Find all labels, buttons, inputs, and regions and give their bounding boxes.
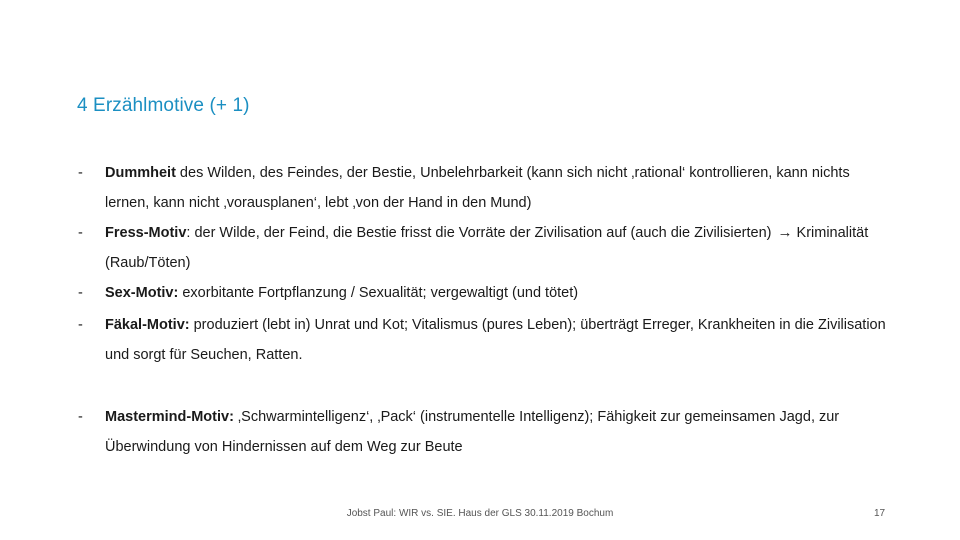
page-number: 17: [874, 508, 886, 519]
bullet-dash: -: [78, 317, 83, 333]
bullet-term: Sex-Motiv:: [105, 285, 179, 301]
bullet-term: Fress-Motiv: [105, 225, 187, 241]
bullet-term: Dummheit: [105, 165, 176, 181]
bullet-body: [105, 158, 898, 218]
bullet-tail: Kriminalität (Raub/Töten): [105, 225, 869, 271]
bullet-body: [105, 310, 898, 370]
slide-title: 4 Erzählmotive (+ 1): [77, 95, 250, 116]
bullet-dash: -: [78, 409, 83, 425]
bullet-text: : der Wilde, der Feind, die Bestie frisst die Vorräte der Zivilisation auf (auch die Zivilisierten): [186, 225, 776, 241]
bullet-mastermind-motiv: [78, 402, 898, 462]
bullet-body: [105, 218, 898, 278]
bullet-dash: -: [78, 285, 83, 301]
bullet-dummheit: [78, 158, 898, 218]
bullet-text: produziert (lebt in) Unrat und Kot; Vitalismus (pures Leben); überträgt Erreger, Krankheiten in die Zivilisation und sorgt für Seuchen, Ratten.: [105, 317, 886, 363]
bullet-dash: -: [78, 165, 83, 181]
bullet-term: Mastermind-Motiv:: [105, 409, 234, 425]
bullet-term: Fäkal-Motiv:: [105, 317, 190, 333]
bullet-sex-motiv: [78, 278, 898, 308]
bullet-text: des Wilden, des Feindes, der Bestie, Unbelehrbarkeit (kann sich nicht ‚rational‘ kontrollieren, kann nichts lernen, kann nicht ‚vorausplanen‘, lebt ‚von der Hand in den Mund): [105, 165, 850, 211]
bullet-text: ‚Schwarmintelligenz‘, ‚Pack‘ (instrumentelle Intelligenz); Fähigkeit zur gemeinsamen Jagd, zur Überwindung von Hindernissen auf dem Weg zur Beute: [105, 409, 840, 455]
arrow-right-icon: →: [777, 224, 793, 241]
bullet-faekal-motiv: [78, 310, 898, 370]
bullet-fress-motiv: [78, 218, 898, 278]
bullet-dash: -: [78, 225, 83, 241]
bullet-body: [105, 402, 898, 462]
bullet-body: [105, 278, 898, 308]
slide-footer: Jobst Paul: WIR vs. SIE. Haus der GLS 30.11.2019 Bochum: [346, 508, 614, 519]
bullet-text: exorbitante Fortpflanzung / Sexualität; vergewaltigt (und tötet): [178, 285, 579, 301]
